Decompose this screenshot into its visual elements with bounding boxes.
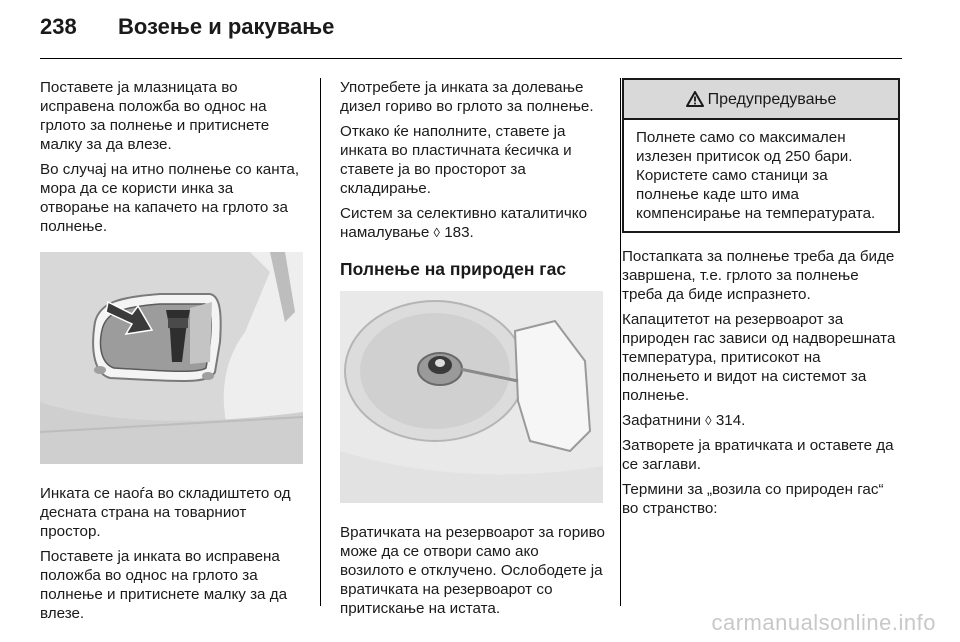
paragraph bbox=[622, 411, 902, 430]
gas-fuel-door-illustration bbox=[340, 291, 603, 503]
watermark: carmanualsonline.info bbox=[711, 610, 936, 635]
column-divider bbox=[620, 78, 621, 606]
paragraph bbox=[340, 204, 605, 242]
section-heading: Полнење на природен гас bbox=[340, 259, 567, 279]
paragraph: Поставете ја млазницата во исправена положба во однос на грлото за полнење и притиснете малку за да влезе. bbox=[40, 79, 270, 153]
page-number: 238 bbox=[40, 14, 77, 39]
page-ref: 183. bbox=[444, 224, 474, 241]
warning-title: Предупредување bbox=[707, 90, 837, 108]
ref-text: Систем за селективно каталитичко намалување bbox=[340, 205, 588, 241]
column-3 bbox=[622, 78, 902, 524]
paragraph: Затворете ја вратичката и оставете да се заглави. bbox=[622, 437, 894, 473]
paragraph: Инката се наоѓа во складиштето од десната страна на товарниот простор. bbox=[40, 485, 291, 540]
page-header bbox=[40, 14, 334, 40]
paragraph: Поставете ја инката во исправена положба во однос на грлото за полнење и притиснете малку за да влезе. bbox=[40, 548, 288, 622]
chapter-title: Возење и ракување bbox=[118, 14, 335, 39]
funnel-storage-illustration bbox=[40, 252, 303, 464]
paragraph: Во случај на итно полнење со канта, мора да се користи инка за отворање на капачето на грлото за полнење. bbox=[40, 161, 300, 235]
paragraph: Вратичката на резервоарот за гориво може да се отвори само ако возилото е отклучено. Ослободете ја вратичката на резервоарот со притискање на истата. bbox=[340, 524, 605, 617]
warning-text: Полнете само со максимален излезен притисок од 250 бари. Користете само станици за полнење каде што има компенсирање на температурата. bbox=[636, 129, 876, 222]
ref-text: Зафатнини bbox=[622, 412, 701, 429]
column-1 bbox=[40, 78, 305, 629]
warning-box bbox=[622, 78, 900, 233]
paragraph: Постапката за полнење треба да биде завршена, т.е. грлото за полнење треба да биде испразнето. bbox=[622, 248, 895, 303]
paragraph: Употребете ја инката за долевање дизел гориво во грлото за полнење. bbox=[340, 79, 594, 115]
paragraph: Откако ќе наполните, ставете ја инката во пластичната ќесичка и ставете ја во просторот за складирање. bbox=[340, 123, 572, 197]
ref-arrow-icon: ◊ bbox=[705, 413, 712, 428]
warning-header bbox=[624, 80, 898, 120]
paragraph: Термини за „возила со природен гас“ во странство: bbox=[622, 481, 884, 517]
page-ref: 314. bbox=[715, 412, 746, 429]
paragraph: Капацитетот на резервоарот за природен гас зависи од надворешната температура, притисокот на полнењето и видот на системот за полнење. bbox=[622, 311, 896, 404]
header-rule bbox=[40, 58, 902, 59]
column-divider bbox=[320, 78, 321, 606]
warning-triangle-icon bbox=[686, 91, 704, 107]
ref-arrow-icon: ◊ bbox=[433, 225, 440, 240]
column-2 bbox=[340, 78, 605, 624]
